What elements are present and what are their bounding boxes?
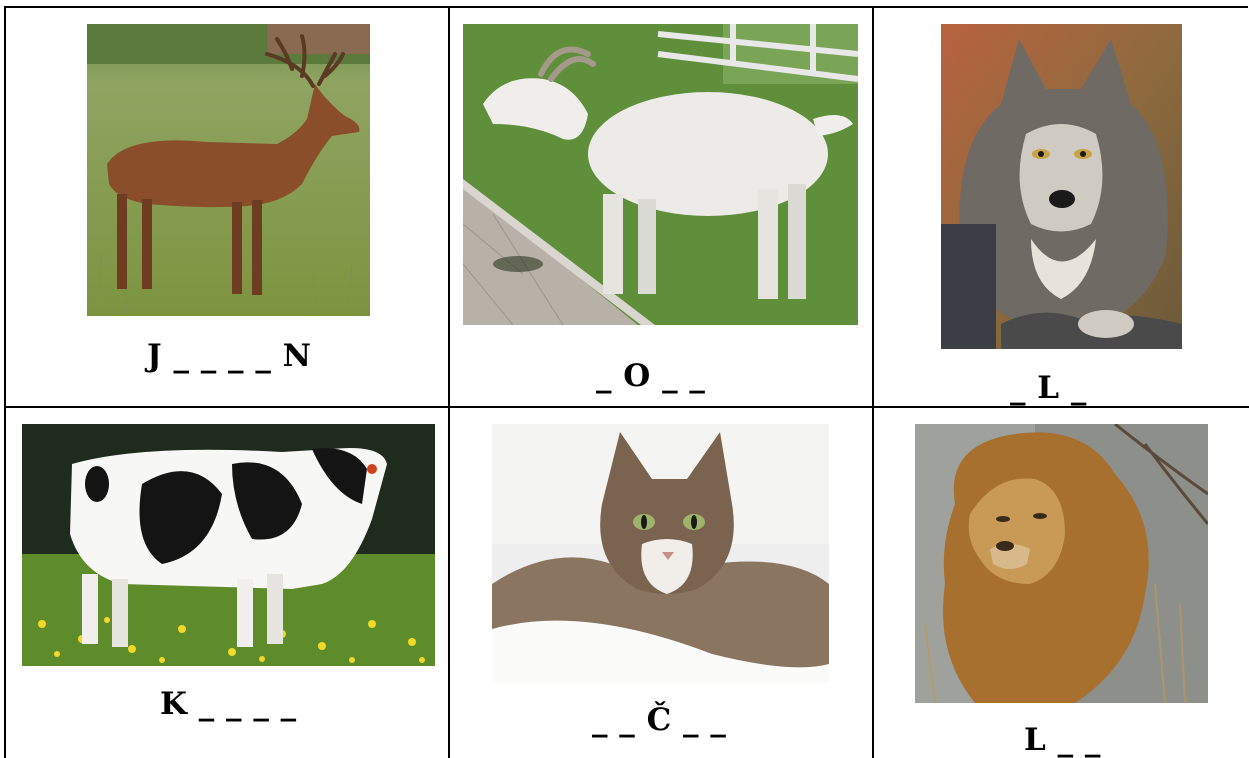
lion-caption: L _ _ [1024,722,1101,758]
goat-photo [463,24,858,325]
wolf-caption: _ L _ [1010,370,1087,406]
table-column-divider-2 [872,6,874,758]
cat-photo [492,424,829,683]
wolf-photo [941,24,1182,349]
table-border-top [4,6,1248,8]
table-row-divider [4,406,1249,408]
deer-photo [87,24,370,316]
goat-caption: _ O _ _ [596,358,706,394]
cow-photo [22,424,435,666]
lion-photo [915,424,1208,703]
table-column-divider-1 [448,6,450,758]
cow-caption: K _ _ _ _ [160,686,297,722]
cat-caption: _ _ Č _ _ [592,702,727,738]
deer-caption: J _ _ _ _ N [147,338,312,374]
table-border-left [4,6,6,758]
